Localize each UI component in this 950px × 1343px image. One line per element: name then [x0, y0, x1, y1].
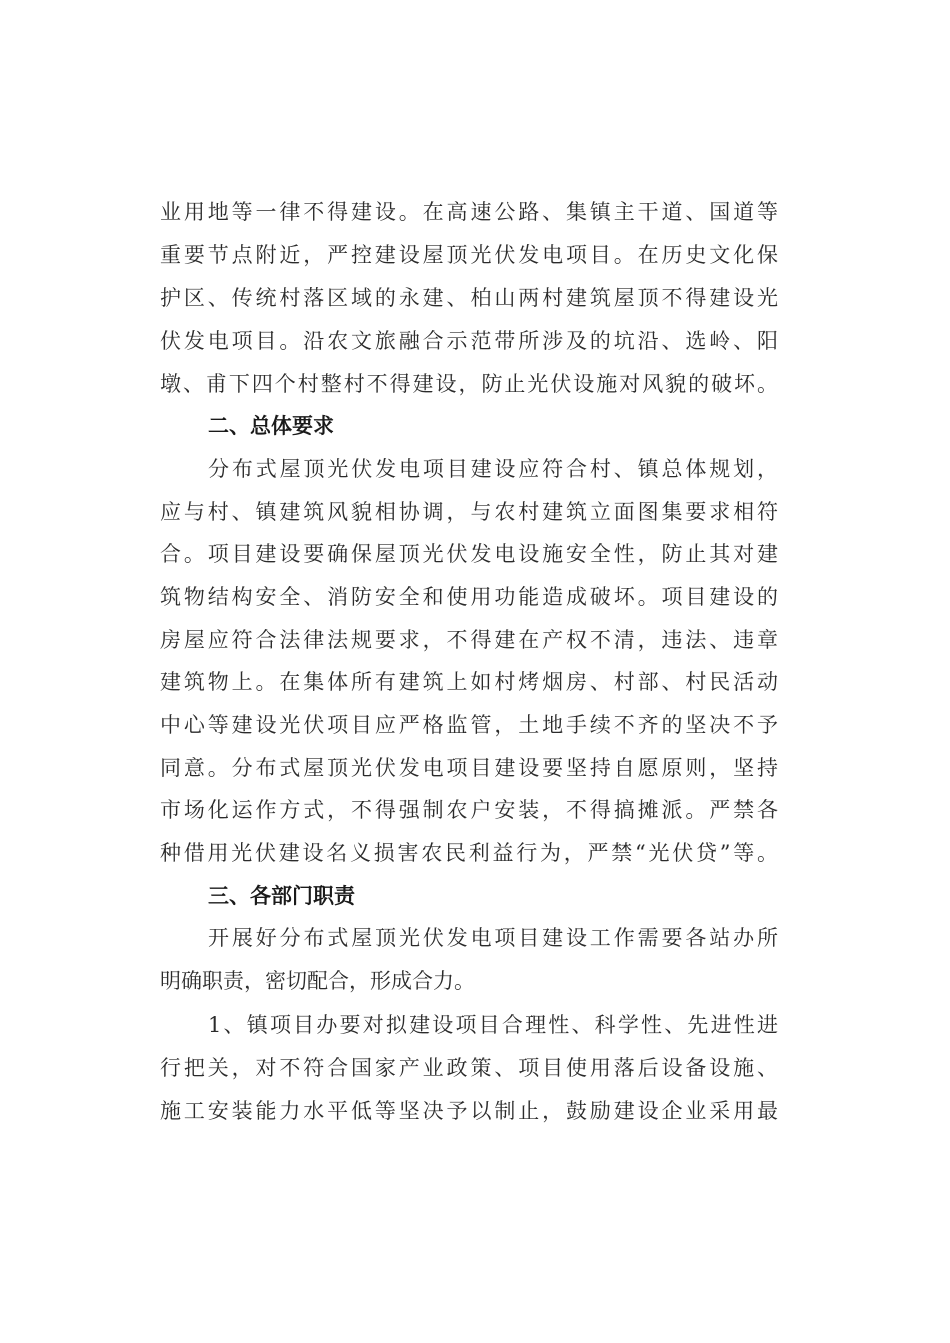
paragraph-line: 墩、甫下四个村整村不得建设，防止光伏设施对风貌的破坏。	[160, 372, 778, 396]
paragraph-line: 明确职责，密切配合，形成合力。	[160, 969, 475, 993]
section-heading-department-duties: 三、各部门职责	[208, 884, 355, 908]
paragraph-line: 建筑物上。在集体所有建筑上如村烤烟房、村部、村民活动	[160, 670, 778, 694]
paragraph-line: 中心等建设光伏项目应严格监管，土地手续不齐的坚决不予	[160, 713, 778, 737]
paragraph-line: 重要节点附近，严控建设屋顶光伏发电项目。在历史文化保	[160, 243, 778, 267]
paragraph-line: 房屋应符合法律法规要求，不得建在产权不清，违法、违章	[160, 628, 778, 652]
paragraph-line: 行把关，对不符合国家产业政策、项目使用落后设备设施、	[160, 1056, 778, 1080]
paragraph-line: 1、镇项目办要对拟建设项目合理性、科学性、先进性进	[208, 1013, 778, 1037]
paragraph-line: 分布式屋顶光伏发电项目建设应符合村、镇总体规划，	[208, 457, 778, 481]
paragraph-line: 业用地等一律不得建设。在高速公路、集镇主干道、国道等	[160, 200, 778, 224]
paragraph-line: 护区、传统村落区域的永建、柏山两村建筑屋顶不得建设光	[160, 286, 778, 310]
paragraph-line: 施工安装能力水平低等坚决予以制止，鼓励建设企业采用最	[160, 1099, 778, 1123]
section-heading-general-requirements: 二、总体要求	[208, 414, 334, 438]
paragraph-line: 同意。分布式屋顶光伏发电项目建设要坚持自愿原则，坚持	[160, 756, 778, 780]
paragraph-line: 合。项目建设要确保屋顶光伏发电设施安全性，防止其对建	[160, 542, 778, 566]
paragraph-line: 市场化运作方式，不得强制农户安装，不得搞摊派。严禁各	[160, 798, 778, 822]
paragraph-line: 筑物结构安全、消防安全和使用功能造成破坏。项目建设的	[160, 585, 778, 609]
paragraph-line: 应与村、镇建筑风貌相协调，与农村建筑立面图集要求相符	[160, 500, 778, 524]
paragraph-line: 种借用光伏建设名义损害农民利益行为，严禁“光伏贷”等。	[160, 841, 778, 865]
paragraph-line: 开展好分布式屋顶光伏发电项目建设工作需要各站办所	[208, 926, 778, 950]
paragraph-line: 伏发电项目。沿农文旅融合示范带所涉及的坑沿、选岭、阳	[160, 329, 778, 353]
